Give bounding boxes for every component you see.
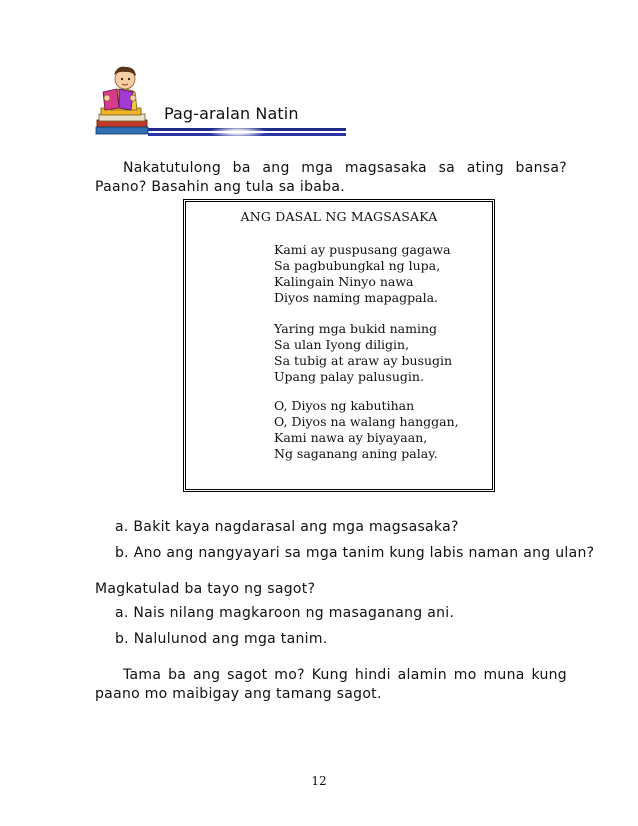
question-a bbox=[115, 519, 459, 535]
poem-line: Upang palay palusugin. bbox=[274, 369, 424, 384]
poem-line: O, Diyos ng kabutihan bbox=[274, 398, 415, 413]
child-reading-books-icon bbox=[95, 62, 151, 140]
poem-line: Kami nawa ay biyayaan, bbox=[274, 430, 428, 445]
question-text: Bakit kaya nagdarasal ang mga magsasaka? bbox=[133, 519, 459, 535]
poem-box bbox=[183, 199, 495, 492]
question-b bbox=[115, 545, 594, 561]
poem-line: Ng saganang aning palay. bbox=[274, 446, 438, 461]
poem-line: Yaring mga bukid naming bbox=[274, 321, 438, 336]
poem-stanza bbox=[274, 398, 459, 462]
section-title: Pag-aralan Natin bbox=[164, 104, 299, 123]
question-label: a. bbox=[115, 519, 129, 535]
answer-a bbox=[115, 605, 454, 621]
intro-paragraph: Nakatutulong ba ang mga magsasaka sa ating bansa? Paano? Basahin ang tula sa ibaba. bbox=[95, 160, 567, 195]
poem-title: ANG DASAL NG MAGSASAKA bbox=[240, 209, 438, 224]
closing-paragraph: Tama ba ang sagot mo? Kung hindi alamin mo muna kung paano mo maibigay ang tamang sagot. bbox=[95, 667, 567, 702]
answer-text: Nais nilang magkaroon ng masaganang ani. bbox=[133, 605, 455, 621]
poem-line: Sa tubig at araw ay busugin bbox=[274, 353, 453, 368]
poem-line: Diyos naming mapagpala. bbox=[274, 290, 439, 305]
poem-line: Kalingain Ninyo nawa bbox=[274, 274, 414, 289]
answer-b bbox=[115, 631, 328, 647]
question-text: Ano ang nangyayari sa mga tanim kung labis naman ang ulan? bbox=[133, 545, 595, 561]
answer-label: b. bbox=[115, 631, 129, 647]
poem-line: Sa ulan Iyong diligin, bbox=[274, 337, 410, 352]
title-underline bbox=[148, 128, 346, 136]
answer-label: a. bbox=[115, 605, 129, 621]
page-number: 12 bbox=[311, 774, 327, 788]
question-label: b. bbox=[115, 545, 129, 561]
poem-line: Sa pagbubungkal ng lupa, bbox=[274, 258, 441, 273]
poem-stanza bbox=[274, 321, 452, 385]
poem-line: O, Diyos na walang hanggan, bbox=[274, 414, 459, 429]
poem-line: Kami ay puspusang gagawa bbox=[274, 242, 451, 257]
check-prompt: Magkatulad ba tayo ng sagot? bbox=[95, 581, 316, 597]
answer-text: Nalulunod ang mga tanim. bbox=[133, 631, 328, 647]
poem-stanza bbox=[274, 242, 451, 306]
